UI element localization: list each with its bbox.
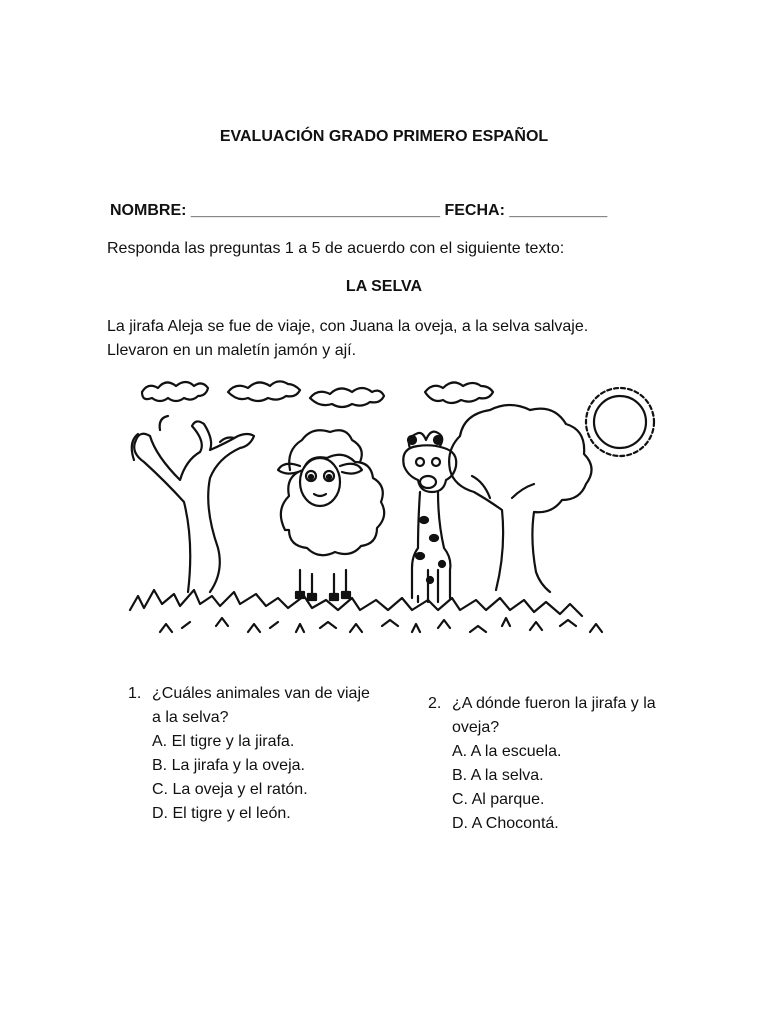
story-title: LA SELVA [345,278,423,295]
sheep-illustration [278,430,384,600]
option-d: D. El tigre y el león. [152,805,291,822]
tree-left [132,416,254,592]
cloud-icon [425,382,493,403]
sun-icon [586,388,654,456]
question-2-stem [428,692,678,740]
page-title: EVALUACIÓN GRADO PRIMERO ESPAÑOL [219,128,549,145]
option-a: A. A la escuela. [452,743,562,760]
option-b: B. A la selva. [452,767,544,784]
instructions: Responda las preguntas 1 a 5 de acuerdo con el siguiente texto: [107,240,565,257]
story-text [107,315,687,363]
question-text: ¿A dónde fueron la jirafa y la oveja? [452,695,656,736]
jungle-illustration [120,370,660,645]
question-1-stem [128,682,378,730]
story-line-1: La jirafa Aleja se fue de viaje, con Juana la oveja, a la selva salvaje. [107,318,589,335]
question-1 [128,682,378,826]
name-date-line: NOMBRE: ____________________________ FECHA: ___________ [110,202,608,219]
question-2 [428,692,678,836]
option-d: D. A Chocontá. [452,815,559,832]
cloud-icon [142,382,208,401]
option-b: B. La jirafa y la oveja. [152,757,305,774]
option-c: C. La oveja y el ratón. [152,781,308,798]
story-line-2: Llevaron en un maletín jamón y ají. [107,342,357,359]
cloud-icon [228,381,300,401]
option-a: A. El tigre y la jirafa. [152,733,295,750]
question-text: ¿Cuáles animales van de viaje a la selva? [152,685,370,726]
option-c: C. Al parque. [452,791,545,808]
question-number: 1. [128,685,142,702]
tree-right [449,405,591,592]
grass [130,590,602,632]
cloud-icon [310,388,384,407]
question-number: 2. [428,695,442,712]
